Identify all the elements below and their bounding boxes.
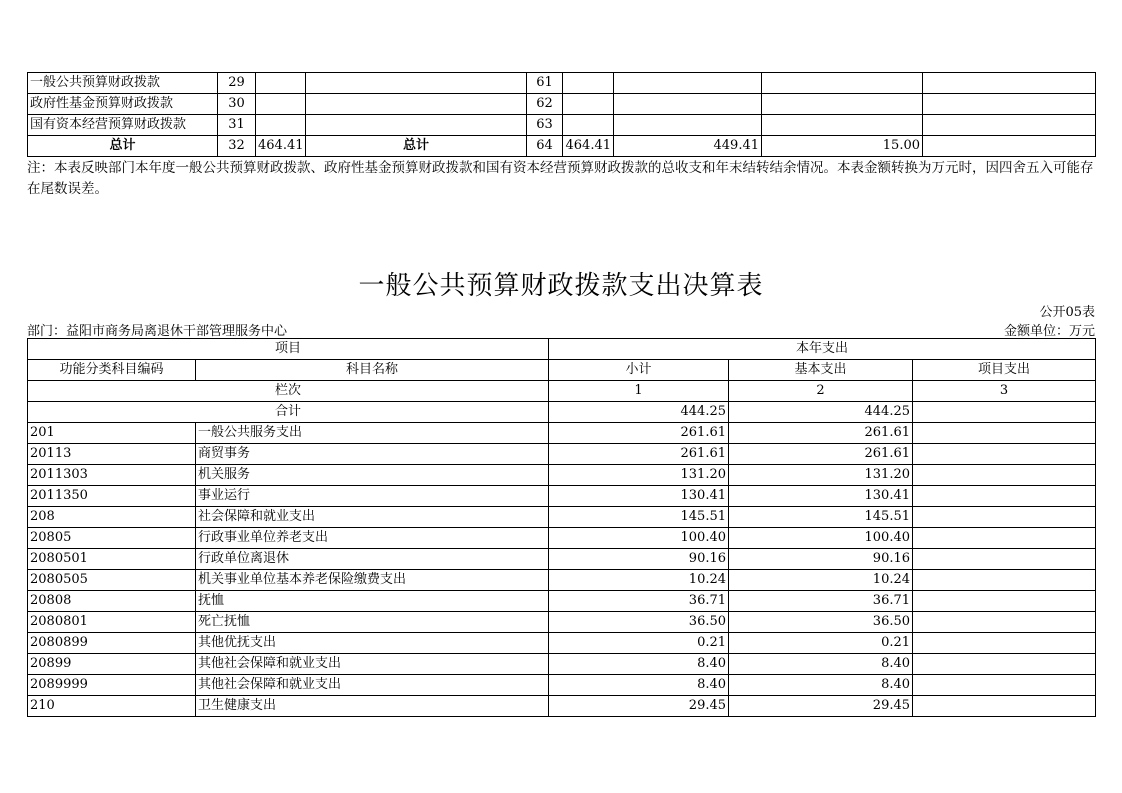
project-amount bbox=[913, 528, 1096, 549]
balance-cell bbox=[923, 73, 1096, 94]
subject-name: 机关服务 bbox=[196, 465, 549, 486]
balance-cell bbox=[923, 94, 1096, 115]
expense-total-basic: 449.41 bbox=[614, 136, 762, 157]
balance-total-cell bbox=[923, 136, 1096, 157]
header-subtotal: 小计 bbox=[549, 360, 729, 381]
table-row bbox=[28, 591, 1096, 612]
expense-item-label bbox=[306, 94, 527, 115]
basic-amount: 130.41 bbox=[729, 486, 913, 507]
table-row bbox=[28, 633, 1096, 654]
project-amount bbox=[913, 465, 1096, 486]
subtotal-amount: 131.20 bbox=[549, 465, 729, 486]
subtotal-amount: 145.51 bbox=[549, 507, 729, 528]
subject-name: 卫生健康支出 bbox=[196, 696, 549, 717]
expenditure-table-body bbox=[28, 339, 1096, 717]
project-amount bbox=[913, 486, 1096, 507]
basic-amount: 36.71 bbox=[729, 591, 913, 612]
table-row bbox=[28, 675, 1096, 696]
basic-amount: 261.61 bbox=[729, 444, 913, 465]
income-line-no: 31 bbox=[218, 115, 256, 136]
table-row bbox=[28, 549, 1096, 570]
header-name: 科目名称 bbox=[196, 360, 549, 381]
header-project: 项目 bbox=[28, 339, 549, 360]
subject-code: 2080801 bbox=[28, 612, 196, 633]
expense-project bbox=[762, 94, 923, 115]
subtotal-amount: 8.40 bbox=[549, 654, 729, 675]
summary-row bbox=[28, 73, 1096, 94]
project-amount bbox=[913, 444, 1096, 465]
table-row bbox=[28, 486, 1096, 507]
expense-amount bbox=[563, 73, 614, 94]
subject-code: 2080501 bbox=[28, 549, 196, 570]
basic-amount: 0.21 bbox=[729, 633, 913, 654]
subject-code: 20113 bbox=[28, 444, 196, 465]
lanci-1: 1 bbox=[549, 381, 729, 402]
table-row bbox=[28, 444, 1096, 465]
subject-name: 行政事业单位养老支出 bbox=[196, 528, 549, 549]
basic-amount: 29.45 bbox=[729, 696, 913, 717]
subject-name: 其他社会保障和就业支出 bbox=[196, 654, 549, 675]
project-amount bbox=[913, 654, 1096, 675]
lanci-row bbox=[28, 381, 1096, 402]
project-amount bbox=[913, 549, 1096, 570]
subject-code: 2080505 bbox=[28, 570, 196, 591]
subtotal-amount: 261.61 bbox=[549, 423, 729, 444]
expense-amount bbox=[563, 94, 614, 115]
table-row bbox=[28, 612, 1096, 633]
basic-amount: 36.50 bbox=[729, 612, 913, 633]
income-item-label: 国有资本经营预算财政拨款 bbox=[28, 115, 218, 136]
income-item-label: 一般公共预算财政拨款 bbox=[28, 73, 218, 94]
lanci-3: 3 bbox=[913, 381, 1096, 402]
subject-code: 208 bbox=[28, 507, 196, 528]
expense-item-label bbox=[306, 73, 527, 94]
total-row bbox=[28, 402, 1096, 423]
table-row bbox=[28, 528, 1096, 549]
form-code: 公开05表 bbox=[1039, 305, 1095, 320]
summary-table-body bbox=[28, 73, 1096, 157]
subject-name: 抚恤 bbox=[196, 591, 549, 612]
income-amount bbox=[256, 94, 306, 115]
basic-amount: 8.40 bbox=[729, 654, 913, 675]
department-label: 部门：益阳市商务局离退休干部管理服务中心 bbox=[27, 324, 288, 339]
total-label: 合计 bbox=[28, 402, 549, 423]
lanci-label: 栏次 bbox=[28, 381, 549, 402]
header-current-year: 本年支出 bbox=[549, 339, 1096, 360]
table-row bbox=[28, 465, 1096, 486]
header-basic: 基本支出 bbox=[729, 360, 913, 381]
subject-code: 2011350 bbox=[28, 486, 196, 507]
expense-project bbox=[762, 73, 923, 94]
report-title: 一般公共预算财政拨款支出决算表 bbox=[358, 271, 764, 301]
income-line-no: 29 bbox=[218, 73, 256, 94]
table-row bbox=[28, 696, 1096, 717]
balance-cell bbox=[923, 115, 1096, 136]
amount-unit-label: 金额单位：万元 bbox=[1003, 324, 1095, 339]
income-expense-summary-table bbox=[27, 72, 1096, 157]
basic-amount: 261.61 bbox=[729, 423, 913, 444]
project-amount bbox=[913, 570, 1096, 591]
total-project bbox=[913, 402, 1096, 423]
subtotal-amount: 8.40 bbox=[549, 675, 729, 696]
subtotal-amount: 0.21 bbox=[549, 633, 729, 654]
expense-basic bbox=[614, 73, 762, 94]
total-basic: 444.25 bbox=[729, 402, 913, 423]
expense-total-label: 总计 bbox=[306, 136, 527, 157]
project-amount bbox=[913, 696, 1096, 717]
summary-total-row bbox=[28, 136, 1096, 157]
project-amount bbox=[913, 591, 1096, 612]
basic-amount: 8.40 bbox=[729, 675, 913, 696]
subtotal-amount: 29.45 bbox=[549, 696, 729, 717]
income-total-label: 总计 bbox=[28, 136, 218, 157]
subject-code: 2089999 bbox=[28, 675, 196, 696]
income-item-label: 政府性基金预算财政拨款 bbox=[28, 94, 218, 115]
expense-line-no: 63 bbox=[527, 115, 563, 136]
header-project-expense: 项目支出 bbox=[913, 360, 1096, 381]
subject-code: 2011303 bbox=[28, 465, 196, 486]
header-row-1 bbox=[28, 339, 1096, 360]
subject-name: 机关事业单位基本养老保险缴费支出 bbox=[196, 570, 549, 591]
income-line-no: 30 bbox=[218, 94, 256, 115]
expense-total-amount: 464.41 bbox=[563, 136, 614, 157]
table-row bbox=[28, 423, 1096, 444]
subject-name: 其他优抚支出 bbox=[196, 633, 549, 654]
expense-total-line-no: 64 bbox=[527, 136, 563, 157]
income-amount bbox=[256, 73, 306, 94]
subtotal-amount: 90.16 bbox=[549, 549, 729, 570]
subject-name: 一般公共服务支出 bbox=[196, 423, 549, 444]
subtotal-amount: 36.71 bbox=[549, 591, 729, 612]
subject-code: 2080899 bbox=[28, 633, 196, 654]
basic-amount: 131.20 bbox=[729, 465, 913, 486]
expenditure-table bbox=[27, 338, 1096, 717]
header-row-2 bbox=[28, 360, 1096, 381]
subject-name: 其他社会保障和就业支出 bbox=[196, 675, 549, 696]
expense-line-no: 61 bbox=[527, 73, 563, 94]
expense-basic bbox=[614, 94, 762, 115]
table-row bbox=[28, 654, 1096, 675]
subtotal-amount: 130.41 bbox=[549, 486, 729, 507]
subtotal-amount: 100.40 bbox=[549, 528, 729, 549]
expense-item-label bbox=[306, 115, 527, 136]
subject-code: 20899 bbox=[28, 654, 196, 675]
subtotal-amount: 261.61 bbox=[549, 444, 729, 465]
subject-code: 201 bbox=[28, 423, 196, 444]
subject-name: 社会保障和就业支出 bbox=[196, 507, 549, 528]
table-note: 注：本表反映部门本年度一般公共预算财政拨款、政府性基金预算财政拨款和国有资本经营预算财政拨款的总收支和年末结转结余情况。本表金额转换为万元时，因四舍五入可能存在尾数误差。 bbox=[27, 160, 1094, 197]
header-code: 功能分类科目编码 bbox=[28, 360, 196, 381]
expense-basic bbox=[614, 115, 762, 136]
summary-row bbox=[28, 94, 1096, 115]
basic-amount: 10.24 bbox=[729, 570, 913, 591]
project-amount bbox=[913, 423, 1096, 444]
income-total-amount: 464.41 bbox=[256, 136, 306, 157]
expense-total-project: 15.00 bbox=[762, 136, 923, 157]
subtotal-amount: 36.50 bbox=[549, 612, 729, 633]
total-subtotal: 444.25 bbox=[549, 402, 729, 423]
basic-amount: 145.51 bbox=[729, 507, 913, 528]
subject-name: 商贸事务 bbox=[196, 444, 549, 465]
subject-code: 210 bbox=[28, 696, 196, 717]
lanci-2: 2 bbox=[729, 381, 913, 402]
subject-name: 事业运行 bbox=[196, 486, 549, 507]
table-row bbox=[28, 507, 1096, 528]
basic-amount: 90.16 bbox=[729, 549, 913, 570]
expense-project bbox=[762, 115, 923, 136]
subject-name: 死亡抚恤 bbox=[196, 612, 549, 633]
expense-line-no: 62 bbox=[527, 94, 563, 115]
basic-amount: 100.40 bbox=[729, 528, 913, 549]
project-amount bbox=[913, 633, 1096, 654]
project-amount bbox=[913, 675, 1096, 696]
income-total-line-no: 32 bbox=[218, 136, 256, 157]
table-row bbox=[28, 570, 1096, 591]
summary-row bbox=[28, 115, 1096, 136]
subject-code: 20808 bbox=[28, 591, 196, 612]
income-amount bbox=[256, 115, 306, 136]
project-amount bbox=[913, 612, 1096, 633]
subject-name: 行政单位离退休 bbox=[196, 549, 549, 570]
subtotal-amount: 10.24 bbox=[549, 570, 729, 591]
expense-amount bbox=[563, 115, 614, 136]
subject-code: 20805 bbox=[28, 528, 196, 549]
project-amount bbox=[913, 507, 1096, 528]
